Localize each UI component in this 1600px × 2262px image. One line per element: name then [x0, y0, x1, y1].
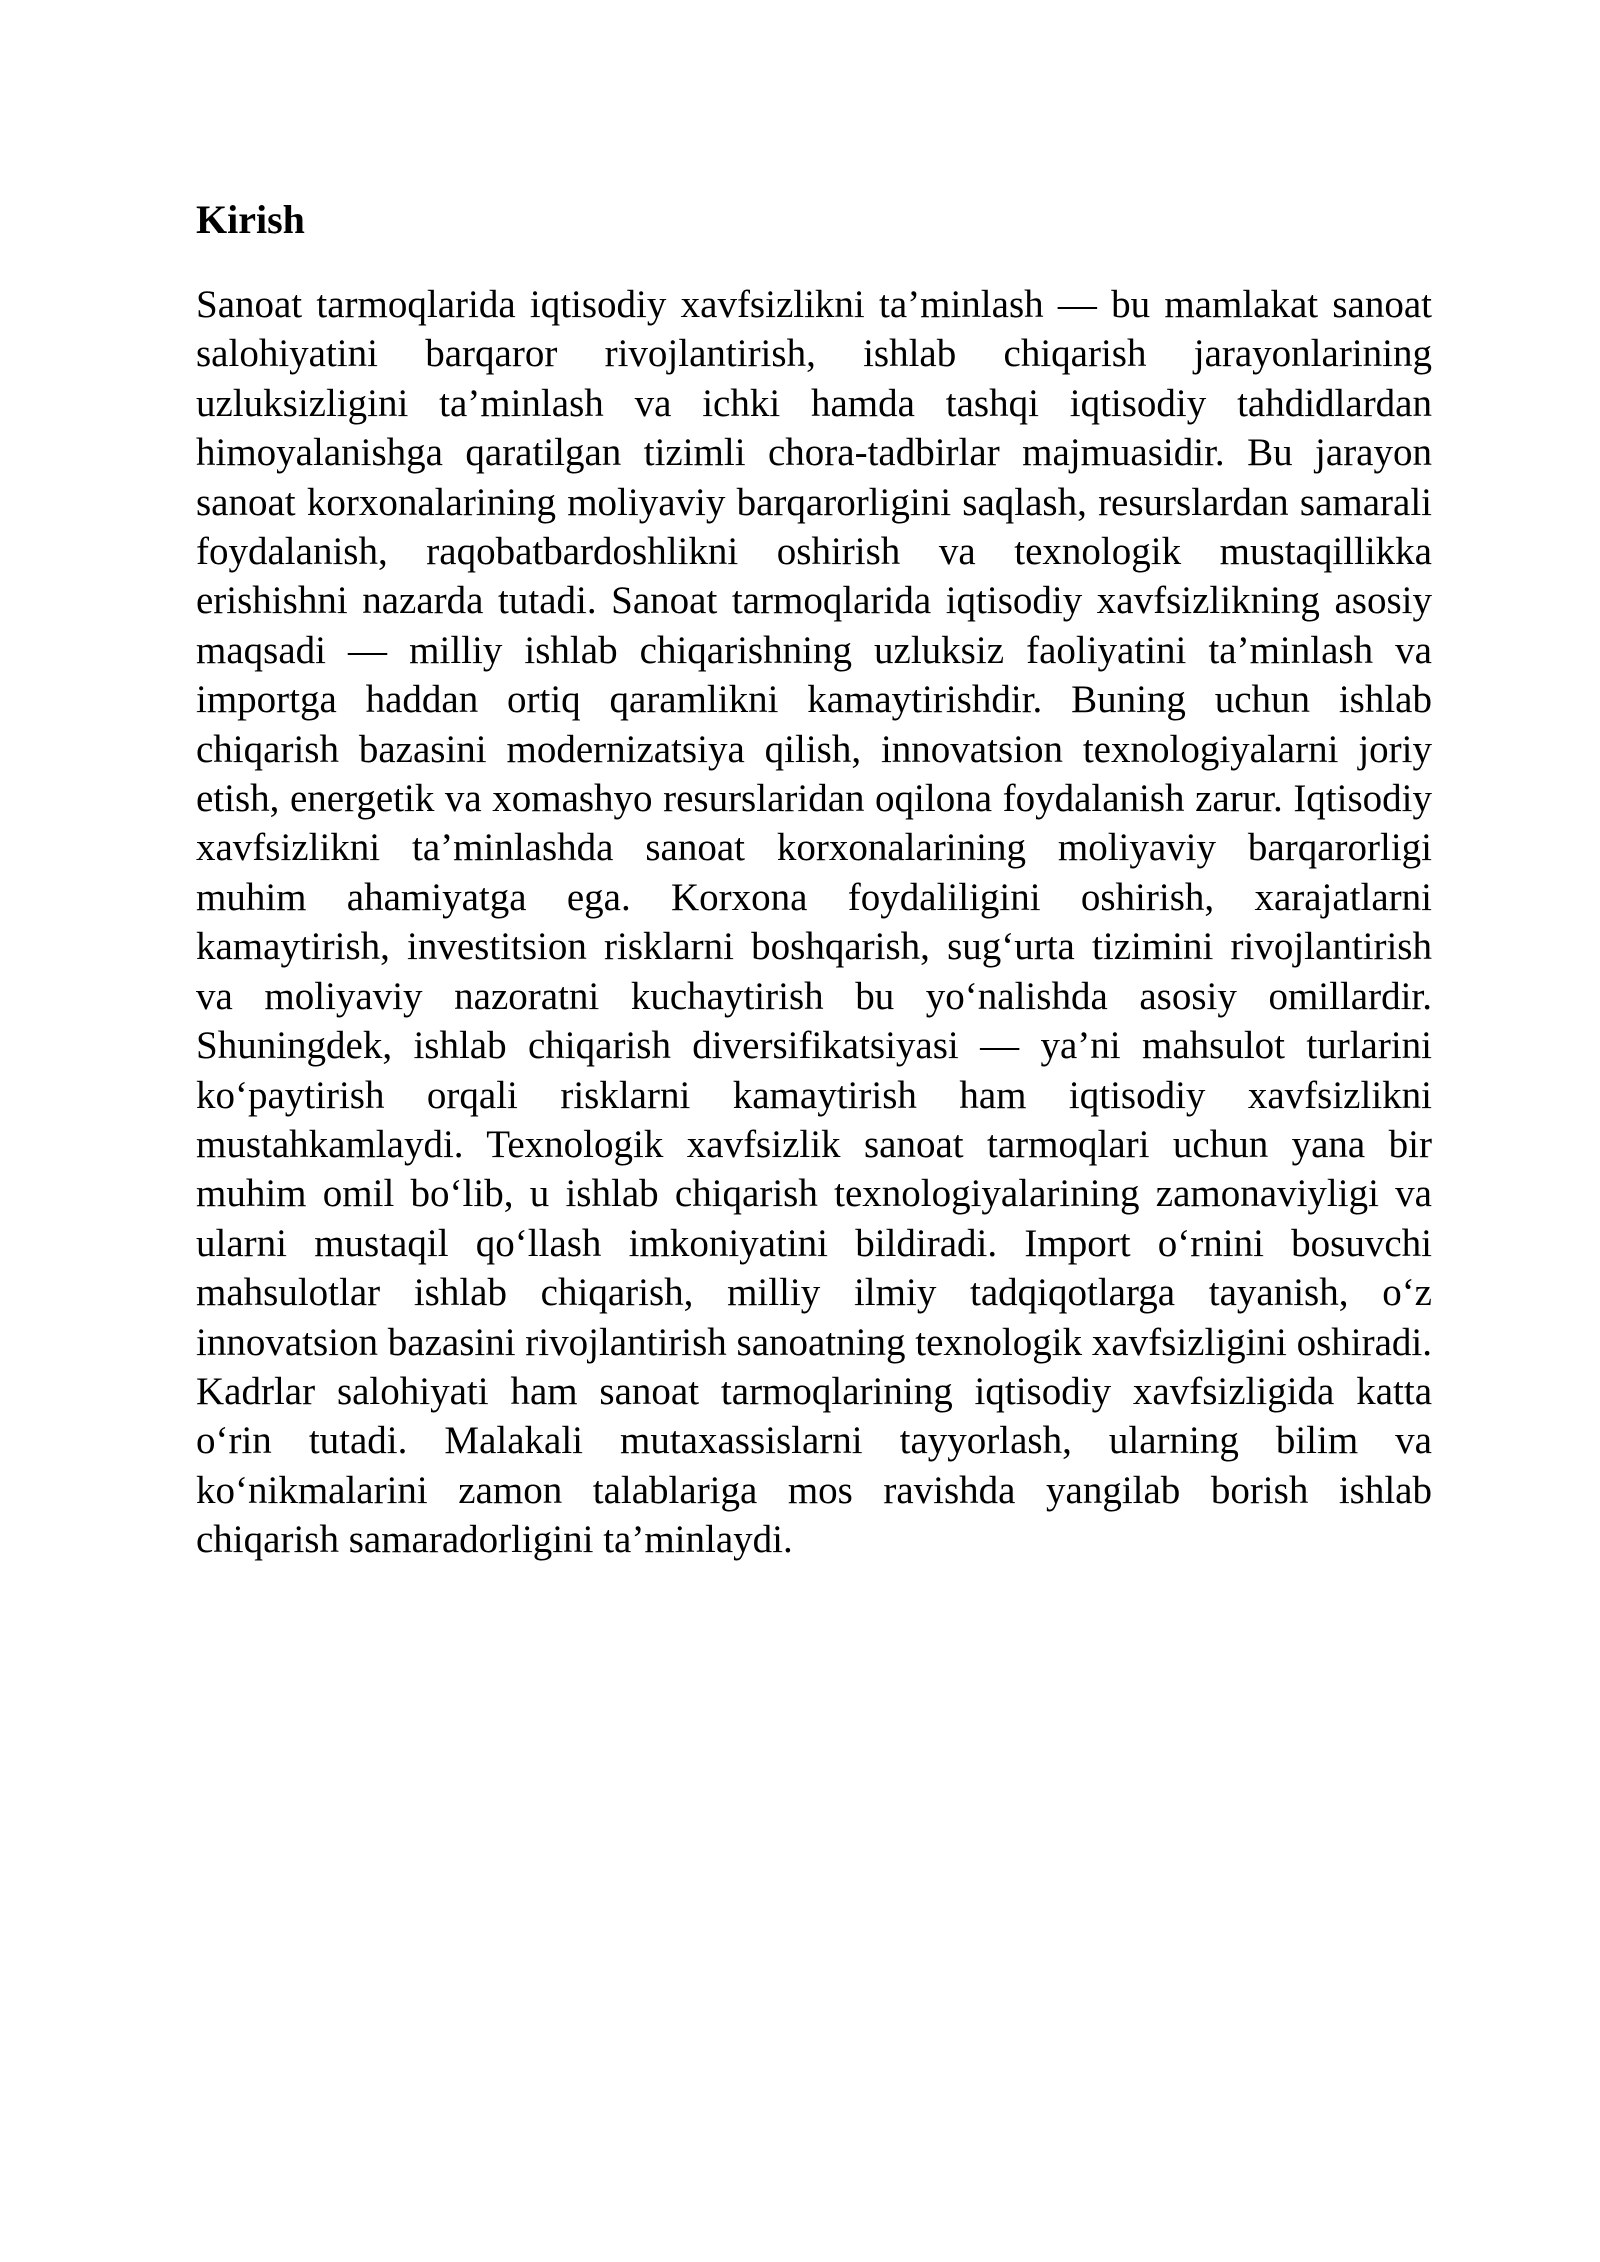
body-paragraph: Sanoat tarmoqlarida iqtisodiy xavfsizlikni ta’minlash — bu mamlakat sanoat salohiyatini barqaror rivojlantirish, ishlab chiqarish jarayonlarining uzluksizligini ta’minlash va ichki hamda tashqi iqtisodiy tahdidlardan himoyalanishga qaratilgan tizimli chora-tadbirlar majmuasidir. Bu jarayon sanoat korxonalarining moliyaviy barqarorligini saqlash, resurslardan samarali foydalanish, raqobatbardoshlikni oshirish va texnologik mustaqillikka erishishni nazarda tutadi. Sanoat tarmoqlarida iqtisodiy xavfsizlikning asosiy maqsadi — milliy ishlab chiqarishning uzluksiz faoliyatini ta’minlash va importga haddan ortiq qaramlikni kamaytirishdir. Buning uchun ishlab chiqarish bazasini modernizatsiya qilish, innovatsion texnologiyalarni joriy etish, energetik va xomashyo resurslaridan oqilona foydalanish zarur. Iqtisodiy xavfsizlikni ta’minlashda sanoat korxonalarining moliyaviy barqarorligi muhim ahamiyatga ega. Korxona foydaliligini oshirish, xarajatlarni kamaytirish, investitsion risklarni boshqarish, sug‘urta tizimini rivojlantirish va moliyaviy nazoratni kuchaytirish bu yo‘nalishda asosiy omillardir. Shuningdek, ishlab chiqarish diversifikatsiyasi — ya’ni mahsulot turlarini ko‘paytirish orqali risklarni kamaytirish ham iqtisodiy xavfsizlikni mustahkamlaydi. Texnologik xavfsizlik sanoat tarmoqlari uchun yana bir muhim omil bo‘lib, u ishlab chiqarish texnologiyalarining zamonaviyligi va ularni mustaqil qo‘llash imkoniyatini bildiradi. Import o‘rnini bosuvchi mahsulotlar ishlab chiqarish, milliy ilmiy tadqiqotlarga tayanish, o‘z innovatsion bazasini rivojlantirish sanoatning texnologik xavfsizligini oshiradi. Kadrlar salohiyati ham sanoat tarmoqlarining iqtisodiy xavfsizligida katta o‘rin tutadi. Malakali mutaxassislarni tayyorlash, ularning bilim va ko‘nikmalarini zamon talablariga mos ravishda yangilab borish ishlab chiqarish samaradorligini ta’minlaydi. — [196, 283, 1432, 1562]
document-content — [196, 190, 1432, 1565]
section-heading: Kirish — [196, 197, 305, 242]
